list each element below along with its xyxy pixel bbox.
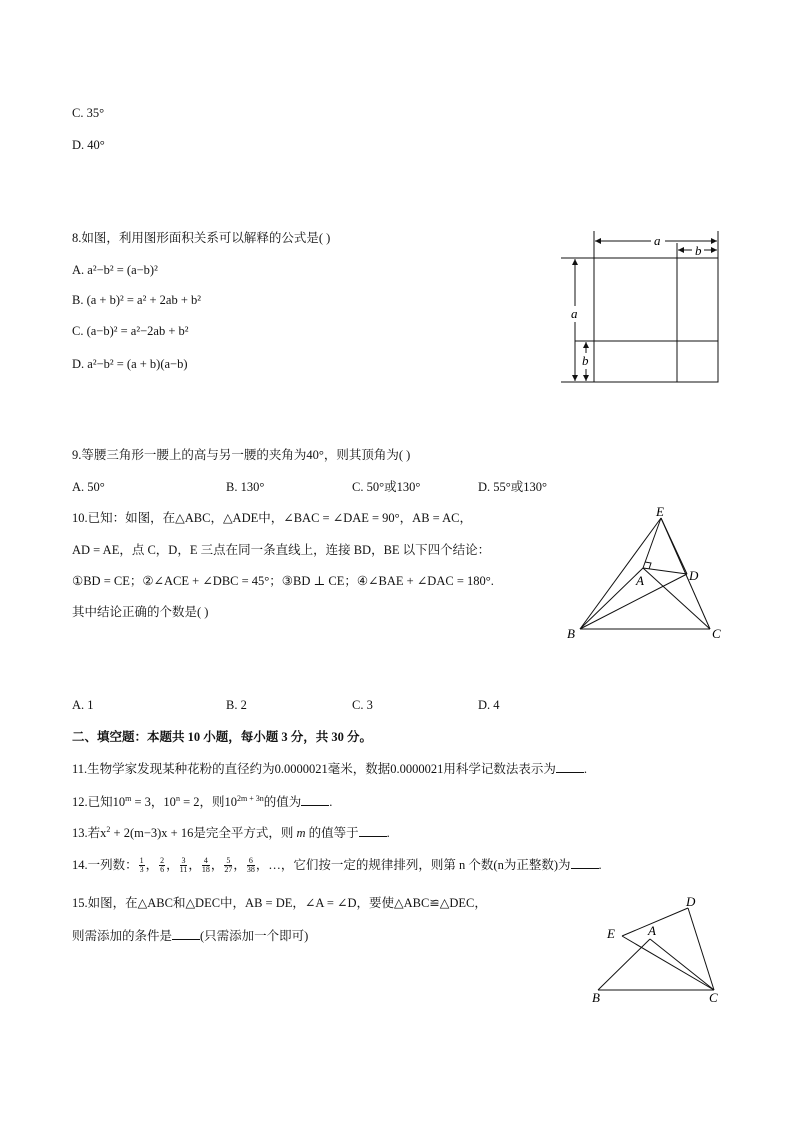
q12-post: 的值为 bbox=[263, 795, 302, 810]
label-a-top: a bbox=[654, 233, 661, 248]
q12-mid2: = 2，则10 bbox=[179, 795, 237, 810]
q11-text: 11.生物学家发现某种花粉的直径约为0.0000021毫米，数据0.0000021用科学记数法表示为 bbox=[72, 762, 556, 776]
q8-option-c: C. (a−b)² = a²−2ab + b² bbox=[72, 324, 189, 338]
point-e: E bbox=[656, 505, 664, 519]
label-b-top: b bbox=[695, 243, 702, 258]
section2-heading: 二、填空题：本题共 10 小题，每小题 3 分，共 30 分。 bbox=[72, 730, 373, 744]
q7-option-c: C. 35° bbox=[72, 106, 105, 120]
q10-line3: ①BD = CE；②∠ACE + ∠DBC = 45°；③BD ⊥ CE；④∠BAE + ∠DAC = 180°. bbox=[72, 574, 494, 588]
point-e: E bbox=[607, 926, 615, 941]
q10-line2: AD = AE，点 C，D，E 三点在同一条直线上，连接 BD，BE 以下四个结论： bbox=[72, 543, 491, 557]
q13-post: 的值等于 bbox=[305, 826, 359, 841]
q15-line1: 15.如图，在△ABC和△DEC中，AB = DE，∠A = ∠D，要使△ABC≌△DEC， bbox=[72, 896, 487, 910]
point-a: A bbox=[636, 573, 644, 588]
q12-sup2: n bbox=[175, 794, 180, 803]
q14-post: ，…，它们按一定的规律排列，则第 n 个数(n为正整数)为 bbox=[255, 858, 571, 872]
point-b: B bbox=[592, 990, 600, 1005]
q11: 11.生物学家发现某种花粉的直径约为0.0000021毫米，数据0.0000021用科学记数法表示为 . bbox=[72, 762, 588, 776]
fraction-1: $\frac{1}{3}$ bbox=[139, 856, 144, 874]
q13: 13.若$x^2 + 2(m-3)x + 16$是完全平方式，则 m 的值等于 . bbox=[72, 825, 390, 841]
q13-pre: 13.若x bbox=[72, 826, 107, 841]
q10-option-c: C. 3 bbox=[352, 698, 373, 712]
q12-sup3: 2m + 3n bbox=[237, 794, 264, 803]
fraction-4: $\frac{4}{18}$ bbox=[201, 856, 210, 874]
q7-option-d: D. 40° bbox=[72, 138, 105, 152]
q12-answer-blank[interactable] bbox=[301, 793, 329, 806]
q13-sup: 2 bbox=[106, 825, 111, 834]
q15-line2 bbox=[72, 927, 308, 944]
q11-answer-blank[interactable] bbox=[556, 760, 584, 773]
label-b-left: b bbox=[582, 353, 589, 368]
q8-option-b: B. (a + b)² = a² + 2ab + b² bbox=[72, 293, 201, 307]
q12-sup1: m bbox=[125, 794, 132, 803]
fraction-6: $\frac{6}{38}$ bbox=[246, 856, 255, 874]
q8-stem: 8.如图，利用图形面积关系可以解释的公式是( ) bbox=[72, 231, 331, 245]
q8-option-a: A. a²−b² = (a−b)² bbox=[72, 263, 158, 277]
q10-triangle-figure bbox=[560, 505, 730, 645]
q9-stem: 9.等腰三角形一腰上的高与另一腰的夹角为40°，则其顶角为( ) bbox=[72, 448, 411, 462]
q10-option-d: D. 4 bbox=[478, 698, 500, 712]
q13-answer-blank[interactable] bbox=[359, 824, 387, 837]
point-a: A bbox=[648, 923, 656, 938]
q8-square-figure bbox=[555, 225, 730, 390]
fraction-5: $\frac{5}{27}$ bbox=[224, 856, 233, 874]
q10-option-b: B. 2 bbox=[226, 698, 247, 712]
q15-answer-blank[interactable] bbox=[172, 927, 200, 940]
q14-pre: 14.一列数： bbox=[72, 858, 138, 872]
q10-line1: 10.已知：如图，在△ABC，△ADE中，∠BAC = ∠DAE = 90°，AB = AC， bbox=[72, 511, 473, 525]
q15-post: (只需添加一个即可) bbox=[200, 929, 309, 943]
fraction-3: $\frac{3}{11}$ bbox=[179, 856, 188, 874]
q10-option-a: A. 1 bbox=[72, 698, 94, 712]
label-a-left: a bbox=[571, 306, 578, 321]
q12-mid1: = 3，10 bbox=[131, 795, 176, 810]
q9-option-b: B. 130° bbox=[226, 480, 265, 494]
point-c: C bbox=[709, 990, 718, 1005]
q15-pre: 则需添加的条件是 bbox=[72, 929, 173, 943]
point-b: B bbox=[567, 626, 575, 641]
q14-answer-blank[interactable] bbox=[571, 856, 599, 869]
q14: 14.一列数： $\frac{1}{3}$ ， $\frac{2}{6}$ ， $\frac{3}{11}$ ， $\frac{4}{18}$ ， $\frac{5}{27}$ ， $\frac{6}{38}$ ，…，它们按一定的规律排列，则第 n 个数(n为正整数)为 . bbox=[72, 856, 602, 874]
q12-pre: 12.已知10 bbox=[72, 795, 126, 810]
q13-var: m bbox=[296, 826, 306, 841]
fraction-2: $\frac{2}{6}$ bbox=[160, 856, 165, 874]
q8-option-d: D. a²−b² = (a + b)(a−b) bbox=[72, 357, 188, 371]
q9-option-d: D. 55°或130° bbox=[478, 480, 548, 494]
q13-mid: + 2(m−3)x + 16是完全平方式，则 bbox=[110, 826, 297, 841]
q9-option-c: C. 50°或130° bbox=[352, 480, 421, 494]
point-d: D bbox=[686, 894, 696, 909]
q10-line4: 其中结论正确的个数是( ) bbox=[72, 605, 209, 619]
q15-triangle-figure bbox=[585, 893, 725, 1008]
q9-option-a: A. 50° bbox=[72, 480, 105, 494]
outer-square bbox=[594, 258, 718, 382]
point-d: D bbox=[689, 568, 699, 583]
point-c: C bbox=[712, 626, 721, 641]
q12: 12.已知$10^m = 3$，$10^n = 2$，则$10^{2m + 3n}$的值为 . bbox=[72, 794, 333, 810]
